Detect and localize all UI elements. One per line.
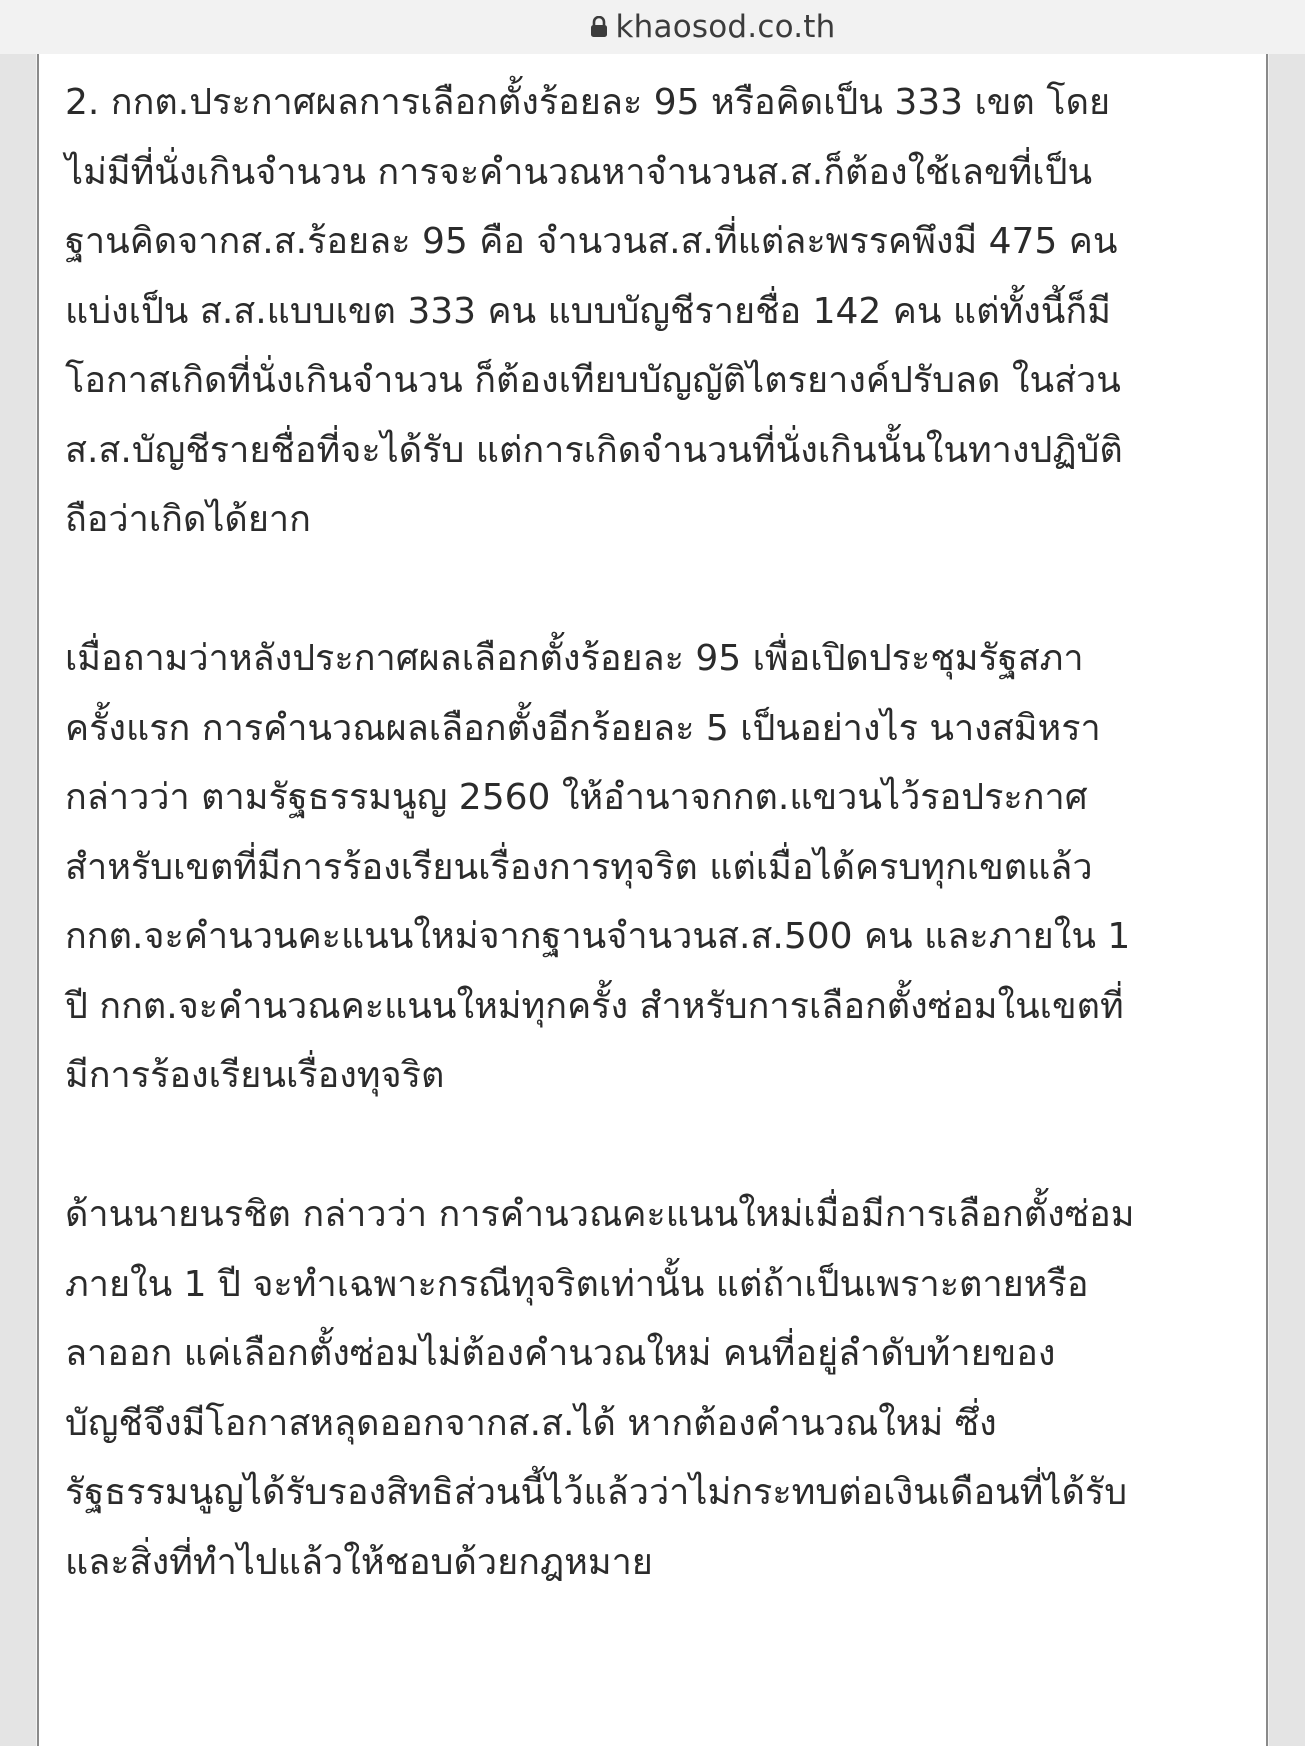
- article-paragraph: [65, 68, 1245, 555]
- text-line: สำหรับเขตที่มีการร้องเรียนเรื่องการทุจริต แต่เมื่อได้ครบทุกเขตแล้ว: [65, 846, 1093, 888]
- text-line: ส.ส.บัญชีรายชื่อที่จะได้รับ แต่การเกิดจำนวนที่นั่งเกินนั้นในทางปฏิบัติ: [65, 429, 1123, 471]
- text-line: เมื่อถามว่าหลังประกาศผลเลือกตั้งร้อยละ 95 เพื่อเปิดประชุมรัฐสภา: [65, 638, 1084, 679]
- text-line: บัญชีจึงมีโอกาสหลุดออกจากส.ส.ได้ หากต้องคำนวณใหม่ ซึ่ง: [65, 1402, 997, 1444]
- text-line: โอกาสเกิดที่นั่งเกินจำนวน ก็ต้องเทียบบัญญัติไตรยางค์ปรับลด ในส่วน: [65, 360, 1121, 401]
- left-gutter: [0, 54, 36, 1746]
- page-content[interactable]: [37, 54, 1268, 1746]
- text-line: ไม่มีที่นั่งเกินจำนวน การจะคำนวณหาจำนวนส.ส.ก็ต้องใช้เลขที่เป็น: [65, 151, 1093, 193]
- text-line: ครั้งแรก การคำนวณผลเลือกตั้งอีกร้อยละ 5 เป็นอย่างไร นางสมิหรา: [65, 707, 1101, 749]
- paragraph-spacer: [65, 555, 1245, 625]
- text-line: ปี กกต.จะคำนวณคะแนนใหม่ทุกครั้ง สำหรับการเลือกตั้งซ่อมในเขตที่: [65, 985, 1124, 1027]
- text-line: ฐานคิดจากส.ส.ร้อยละ 95 คือ จำนวนส.ส.ที่แต่ละพรรคพึงมี 475 คน: [65, 221, 1118, 262]
- article-body: [65, 68, 1245, 1597]
- text-line: กล่าวว่า ตามรัฐธรรมนูญ 2560 ให้อำนาจกกต.แขวนไว้รอประกาศ: [65, 777, 1088, 818]
- paragraph-spacer: [65, 1111, 1245, 1181]
- url-text[interactable]: khaosod.co.th: [615, 9, 836, 45]
- article-paragraph: [65, 624, 1245, 1111]
- address-bar-content[interactable]: [590, 9, 836, 45]
- text-line: ด้านนายนรชิต กล่าวว่า การคำนวณคะแนนใหม่เมื่อมีการเลือกตั้งซ่อม: [65, 1194, 1135, 1235]
- address-bar[interactable]: [0, 0, 1305, 54]
- text-line: กกต.จะคำนวนคะแนนใหม่จากฐานจำนวนส.ส.500 คน และภายใน 1: [65, 916, 1131, 957]
- text-line: แบ่งเป็น ส.ส.แบบเขต 333 คน แบบบัญชีรายชื่อ 142 คน แต่ทั้งนี้ก็มี: [65, 290, 1111, 332]
- text-line: รัฐธรรมนูญได้รับรองสิทธิส่วนนี้ไว้แล้วว่าไม่กระทบต่อเงินเดือนที่ได้รับ: [65, 1472, 1128, 1513]
- right-gutter: [1269, 54, 1305, 1746]
- text-line: ลาออก แค่เลือกตั้งซ่อมไม่ต้องคำนวณใหม่ คนที่อยู่ลำดับท้ายของ: [65, 1333, 1056, 1374]
- text-line: และสิ่งที่ทำไปแล้วให้ชอบด้วยกฎหมาย: [65, 1541, 653, 1583]
- text-line: มีการร้องเรียนเรื่องทุจริต: [65, 1055, 445, 1096]
- article-paragraph: [65, 1180, 1245, 1597]
- lock-icon: [590, 16, 608, 38]
- text-line: 2. กกต.ประกาศผลการเลือกตั้งร้อยละ 95 หรือคิดเป็น 333 เขต โดย: [65, 82, 1111, 123]
- text-line: ถือว่าเกิดได้ยาก: [65, 499, 311, 540]
- text-line: ภายใน 1 ปี จะทำเฉพาะกรณีทุจริตเท่านั้น แต่ถ้าเป็นเพราะตายหรือ: [65, 1263, 1089, 1305]
